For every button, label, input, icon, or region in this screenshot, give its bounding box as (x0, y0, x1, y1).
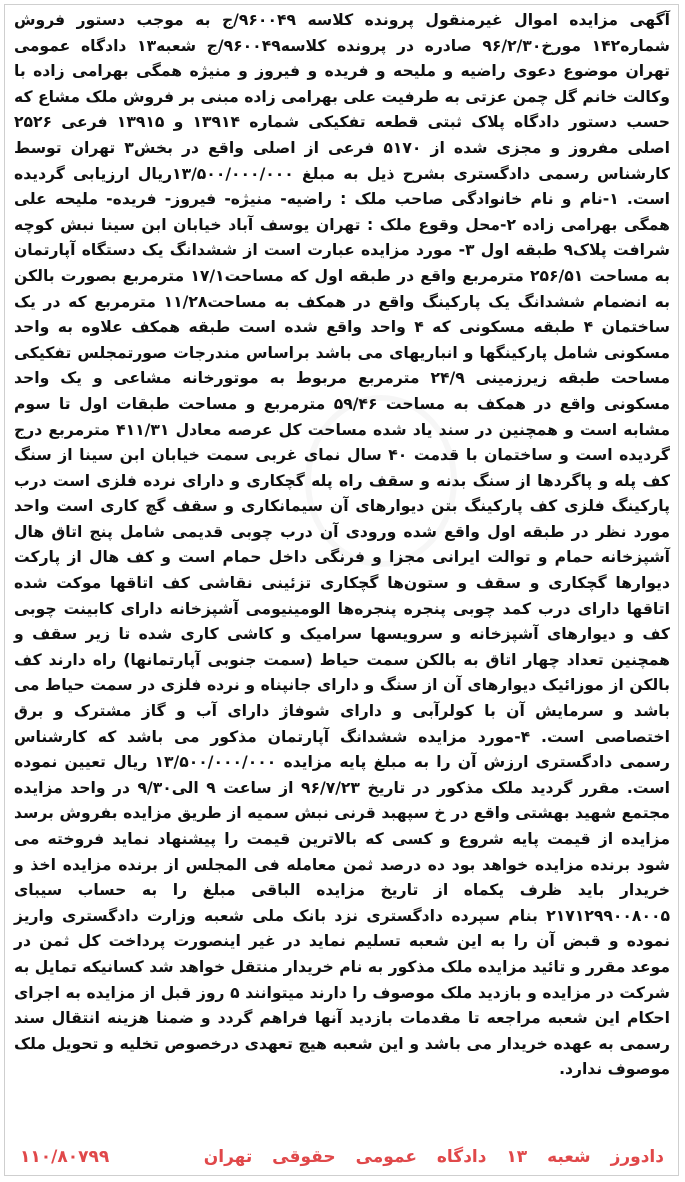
notice-footer (20, 1140, 664, 1174)
court-signature: دادورز شعبه ۱۳ دادگاه عمومی حقوقی تهران (203, 1147, 664, 1167)
notice-body: آگهی مزایده اموال غیرمنقول پرونده کلاسه ۹۶۰۰۴۹/ج به موجب دستور فروش شماره۱۴۲ مورخ۹۶/۲/۳۰ صادره در پرونده کلاسه۹۶۰۰۴۹/ج شعبه۱۳ دادگاه عمومی تهران موضوع دعوی راضیه و ملیحه و فریده و فیروز و منیژه همگی بهرامی زاده با وکالت خانم گل چمن عزتی به طرفیت علی بهرامی زاده مبنی بر فروش ملک مشاع که حسب دستور دادگاه پلاک ثبتی قطعه تفکیکی شماره ۱۳۹۱۴ و ۱۳۹۱۵ فرعی ۲۵۲۶ اصلی مفروز و مجزی شده از ۵۱۷۰ فرعی از اصلی واقع در بخش۳ تهران توسط کارشناس رسمی دادگستری بشرح ذیل به مبلغ ۱۳/۵۰۰/۰۰۰/۰۰۰ریال ارزیابی گردیده است. ۱-نام و نام خانوادگی صاحب ملک : راضیه- منیژه- فیروز- فریده- ملیحه علی همگی بهرامی زاده ۲-محل وقوع ملک : تهران یوسف آباد خیابان ابن سینا نبش کوچه شرافت پلاک۹ طبقه اول ۳- مورد مزایده عبارت است از ششدانگ یک دستگاه آپارتمان به مساحت ۲۵۶/۵۱ مترمربع واقع در طبقه اول که مساحت۱۷/۱ مترمربع بصورت بالکن به انضمام ششدانگ یک پارکینگ واقع در همکف به مساحت۱۱/۲۸ مترمربع که در یک ساختمان ۴ طبقه مسکونی که ۴ واحد واقع شده است طبقه همکف علاوه به واحد مسکونی شامل پارکینگها و انباریهای می باشد براساس مندرجات صورتمجلس تفکیکی مساحت طبقه زیرزمینی ۲۴/۹ مترمربع مربوط به موتورخانه مشاعی و یک واحد مسکونی واقع در همکف به مساحت ۵۹/۴۶ مترمربع و مساحت طبقات اول تا سوم مشابه است و همچنین در سند یاد شده مساحت کل عرصه معادل ۴۱۱/۳۱ مترمربع درج گردیده است و ساختمان با قدمت ۴۰ سال نمای غربی سمت خیابان ابن سینا از سنگ کف پله و پاگردها از سنگ بدنه و سقف راه پله گچکاری و دارای نرده فلزی است درب پارکینگ فلزی کف پارکینگ بتن دیوارهای آن سیمانکاری و سقف گچ کاری است واحد مورد نظر در طبقه اول واقع شده ورودی آن درب چوبی قدیمی شامل پنج اتاق هال آشپزخانه حمام و توالت ایرانی مجزا و فرنگی داخل حمام است و کف هال از پارکت دیوارها گچکاری و سقف و ستون‌ها گچکاری تزئینی نقاشی کف اتاقها موکت شده اتاقها دارای درب کمد چوبی پنجره پنجره‌ها الومینیومی آشپزخانه دارای کابینت چوبی کف و دیوارهای آشپزخانه و سرویسها سرامیک و کاشی کاری شده تا زیر سقف و همچنین تعداد چهار اتاق به بالکن سمت حیاط (سمت جنوبی آپارتمانها) راه دارند کف بالکن از موزائیک دیوارهای آن از سنگ و دارای جانپناه و نرده فلزی در سمت حیاط می باشد و سرمایش آن با کولرآبی و دارای شوفاژ دارای آب و گاز مشترک و برق اختصاصی است. ۴-مورد مزایده ششدانگ آپارتمان مذکور می باشد که کارشناس رسمی دادگستری ارزش آن را به مبلغ پایه مزایده ۱۳/۵۰۰/۰۰۰/۰۰۰ ریال تعیین نموده است. مقرر گردید ملک مذکور در تاریخ ۹۶/۷/۲۳ از ساعت ۹ الی۹/۳۰ در واحد مزایده مجتمع شهید بهشتی واقع در خ سپهبد قرنی نبش سمیه از طریق مزایده بفروش برسد مزایده از قیمت پایه شروع و کسی که بالاترین قیمت را پیشنهاد نماید فروخته می شود برنده مزایده خواهد بود ده درصد ثمن معامله فی المجلس از برنده مزایده اخذ و خریدار باید ظرف یکماه از تاریخ مزایده الباقی مبلغ را به حساب سیبای ۲۱۷۱۲۹۹۰۰۸۰۰۵ بنام سپرده دادگستری نزد بانک ملی شعبه وزارت دادگستری واریز نموده و قبض آن را به این شعبه تسلیم نماید در غیر اینصورت پرداخت کل ثمن در موعد مقرر و تائید مزایده ملک مذکور به نام خریدار منتقل خواهد شد کسانیکه تمایل به شرکت در مزایده و بازدید ملک موصوف را دارند میتوانند ۵ روز قبل از مزایده به اجرای احکام این شعبه مراجعه تا مقدمات بازدید آنها فراهم گردد و ضمنا هزینه انتقال سند رسمی به عهده خریدار می باشد و این شعبه هیچ تعهدی درخصوص تخلیه و تحویل ملک موصوف ندارد. (14, 11, 671, 1079)
notice-code: ۱۱۰/۸۰۷۹۹ (20, 1147, 110, 1167)
